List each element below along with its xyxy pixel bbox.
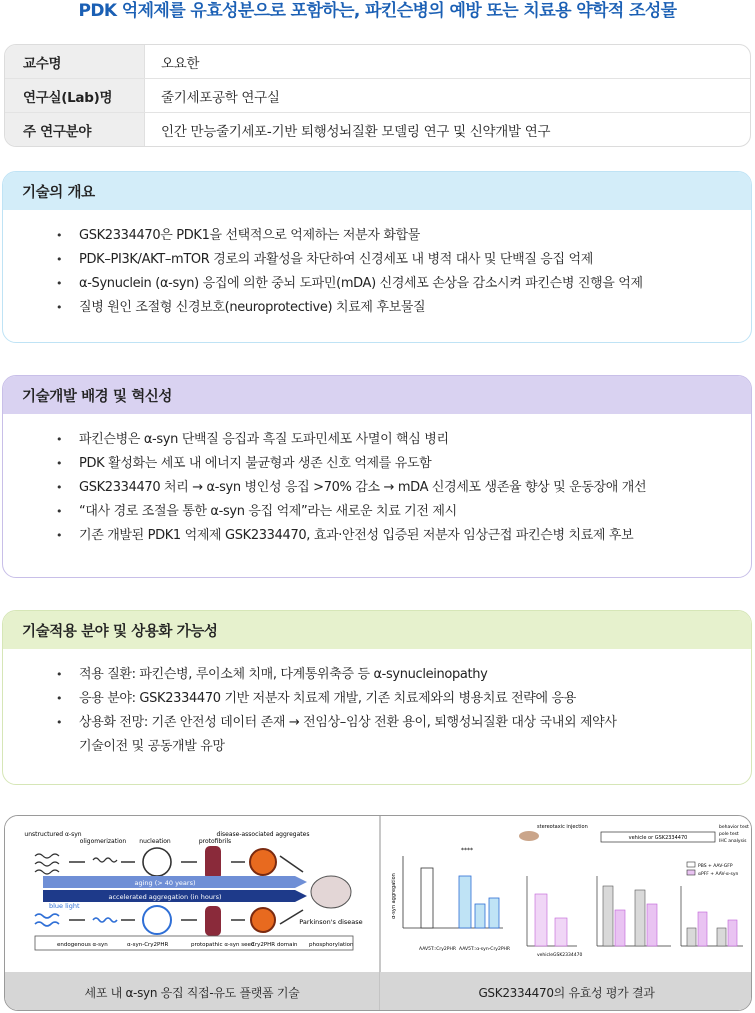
section-heading: 기술개발 배경 및 혁신성 — [3, 376, 751, 414]
section-application — [2, 610, 752, 785]
list-item: • α-Synuclein (α-syn) 응집에 의한 중뇌 도파민(mDA) 신경세포 손상을 감소시켜 파킨슨병 진행을 억제 — [3, 272, 751, 296]
legend-swatch — [687, 870, 695, 875]
figure-caption-left: 세포 내 α-syn 응집 직접-유도 플랫폼 기술 — [84, 985, 300, 1000]
mouse-icon — [519, 831, 539, 841]
aggregate-icon — [251, 908, 275, 932]
accelerated-label: accelerated aggregation (in hours) — [108, 893, 222, 901]
test-label: pole test — [719, 832, 739, 837]
legend-item: protopathic α-syn seed — [191, 942, 255, 948]
test-label: IHC analysis — [719, 839, 747, 844]
nucleation-cluster-icon — [143, 848, 171, 876]
aging-label: aging (> 40 years) — [134, 879, 196, 887]
legend-item: αPFF + AAV-α-syn — [698, 872, 739, 877]
bar — [489, 898, 499, 928]
results-svg — [381, 816, 751, 972]
list-item: • 질병 원인 조절형 신경보호(neuroprotective) 치료제 후보물질 — [3, 296, 751, 320]
section-overview — [2, 171, 752, 343]
protofibril-icon — [205, 906, 221, 936]
test-label: behavior test — [719, 825, 749, 830]
list-item: • 파킨슨병은 α-syn 단백질 응집과 흑질 도파민세포 사멸이 핵심 병리 — [3, 428, 751, 452]
legend-item: α-syn-Cry2PHR — [127, 942, 169, 948]
mini-chart — [681, 886, 743, 946]
bullet-list — [3, 428, 751, 548]
list-item-continuation: 기술이전 및 공동개발 유망 — [79, 739, 225, 754]
info-row-professor — [5, 45, 750, 79]
legend-item: Cry2PHR domain — [251, 942, 298, 948]
x-group-label: AAV5T::Cry2PHR — [419, 947, 456, 952]
info-row-lab — [5, 79, 750, 113]
bar — [459, 876, 471, 928]
aggregate-icon — [250, 849, 276, 875]
list-item: • GSK2334470은 PDK1을 선택적으로 억제하는 저분자 화합물 — [3, 224, 751, 248]
section-heading: 기술의 개요 — [3, 172, 751, 210]
bullet-list — [3, 663, 751, 759]
page-title: PDK 억제제를 유효성분으로 포함하는, 파킨슨병의 예방 또는 치료용 약학적 조성물 — [78, 1, 677, 21]
group-label: GSK2334470 — [553, 953, 583, 958]
info-key: 연구실(Lab)명 — [5, 79, 145, 112]
stage-label: nucleation — [139, 838, 171, 845]
brain-icon — [311, 876, 351, 908]
legend-item: PBS + AAV-GFP — [698, 864, 733, 869]
info-table — [4, 44, 751, 147]
figure-caption-right: GSK2334470의 유효성 평가 결과 — [379, 972, 752, 1011]
list-item: • 적용 질환: 파킨슨병, 루이소체 치매, 다계통위축증 등 α-synucleinopathy — [3, 663, 751, 687]
significance-label: **** — [461, 847, 473, 854]
stage-label: oligomerization — [79, 838, 127, 845]
efficacy-results — [381, 816, 751, 972]
list-item: • PDK 활성화는 세포 내 에너지 불균형과 생존 신호 억제를 유도함 — [3, 452, 751, 476]
section-background — [2, 375, 752, 578]
info-value: 인간 만능줄기세포-기반 퇴행성뇌질환 모델링 연구 및 신약개발 연구 — [161, 123, 551, 140]
squiggle-icon — [35, 854, 117, 874]
y-axis-label: α-syn aggregation — [391, 873, 397, 919]
info-value: 오요한 — [161, 55, 200, 72]
list-item: • 기존 개발된 PDK1 억제제 GSK2334470, 효과·안전성 입증된 저분자 임상근접 파킨슨병 치료제 후보 — [3, 524, 751, 548]
legend-item: phosphorylation — [309, 942, 354, 948]
list-item: • “대사 경로 조절을 통한 α-syn 응집 억제”라는 새로운 치료 기전 제시 — [3, 500, 751, 524]
protofibril-icon — [205, 846, 221, 880]
legend-swatch — [687, 862, 695, 867]
schematic-svg — [5, 816, 379, 972]
section-heading: 기술적용 분야 및 상용화 가능성 — [3, 611, 751, 649]
stage-label: protofibrils — [198, 838, 232, 845]
figure-captions — [5, 972, 752, 1011]
mini-chart — [527, 876, 577, 946]
list-item: • GSK2334470 처리 → α-syn 병인성 응집 >70% 감소 → mDA 신경세포 생존율 향상 및 운동장애 개선 — [3, 476, 751, 500]
mini-chart — [597, 876, 671, 946]
injection-label: stereotaxic injection — [537, 824, 588, 830]
nucleation-cluster-icon — [143, 906, 171, 934]
list-item-text: 상용화 전망: 기존 안전성 데이터 존재 → 전임상–임상 전환 용이, 퇴행성뇌질환 대상 국내외 제약사 — [79, 715, 617, 730]
disease-label: Parkinson's disease — [299, 918, 363, 926]
info-value: 줄기세포공학 연구실 — [161, 89, 280, 106]
bullet-list — [3, 224, 751, 320]
x-group-label: AAV5T::α-syn-Cry2PHR — [459, 947, 511, 952]
aggregation-schematic — [5, 816, 379, 972]
info-row-field — [5, 113, 750, 146]
list-item: • 응용 분야: GSK2334470 기반 저분자 치료제 개발, 기존 치료제와의 병용치료 전략에 응용 — [3, 687, 751, 711]
stage-label: unstructured α-syn — [24, 831, 82, 838]
info-key: 주 연구분야 — [5, 113, 145, 146]
arrow-icon — [280, 856, 303, 872]
figure-panel — [4, 815, 752, 1011]
legend-item: endogenous α-syn — [57, 942, 108, 948]
list-item: • PDK–PI3K/AKT–mTOR 경로의 과활성을 차단하여 신경세포 내 병적 대사 및 단백질 응집 억제 — [3, 248, 751, 272]
group-label: vehicle — [537, 953, 554, 958]
info-key: 교수명 — [5, 45, 145, 78]
timeline-label: vehicle or GSK2334470 — [628, 835, 688, 841]
stage-label: disease-associated aggregates — [216, 831, 310, 838]
bar — [421, 868, 433, 928]
blue-light-label: blue light — [49, 902, 80, 910]
list-item — [3, 711, 751, 759]
bar — [475, 904, 485, 928]
